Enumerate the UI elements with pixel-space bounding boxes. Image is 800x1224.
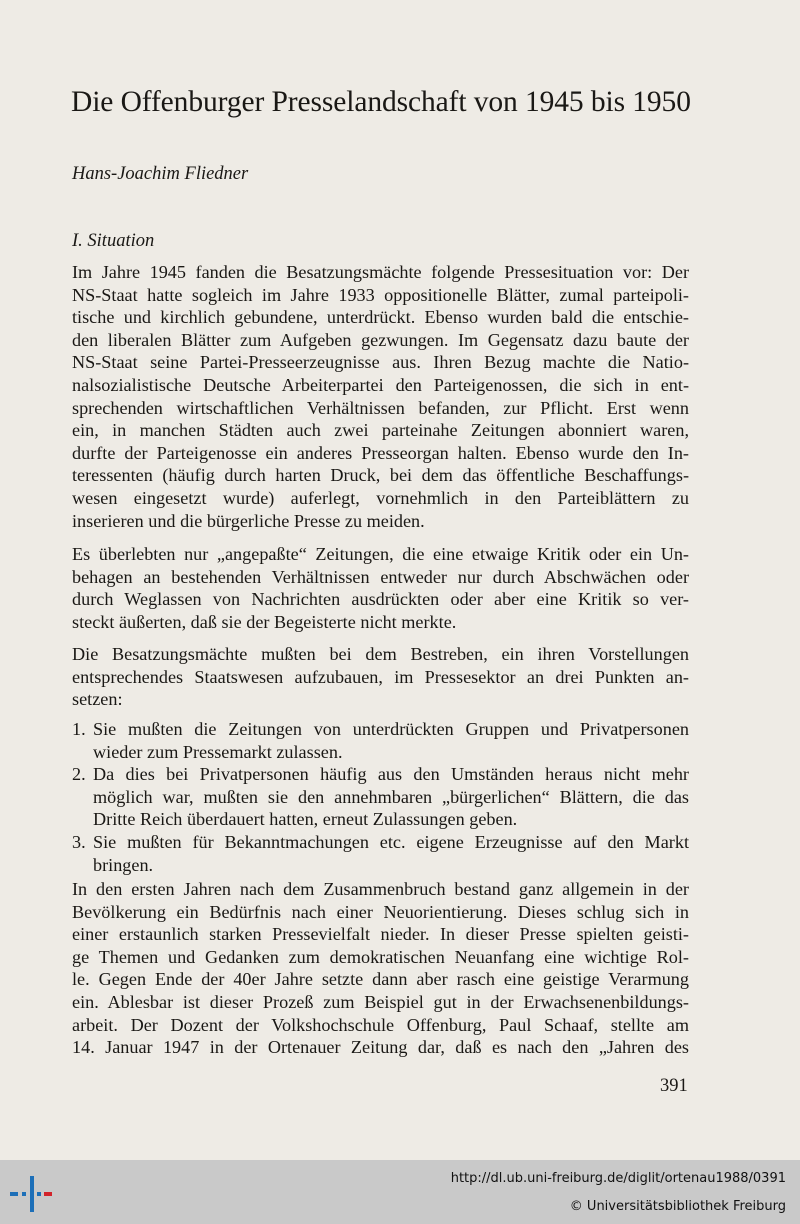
text-line: setzen:	[72, 689, 123, 710]
paragraph-1	[72, 261, 689, 532]
author-name: Hans-Joachim Fliedner	[72, 164, 249, 184]
text-line: Da dies bei Privatpersonen häufig aus den Umständen heraus nicht mehr	[93, 764, 689, 785]
text-line: möglich war, mußten sie den annehmbaren „bürgerlichen“ Blättern, die das	[93, 786, 689, 807]
text-line: le. Gegen Ende der 40er Jahre setzte dann aber rasch eine geistige Verarmung	[72, 969, 689, 990]
text-line: Bevölkerung ein Bedürfnis nach einer Neuorientierung. Dieses schlug sich in	[72, 901, 689, 922]
page-number: 391	[660, 1076, 688, 1096]
text-line: tische und kirchlich gebundene, unterdrückt. Ebenso wurden bald die entschie-	[72, 307, 689, 328]
paragraph-4	[72, 878, 689, 1059]
list-number: 2.	[72, 764, 86, 785]
footer-bar	[0, 1160, 800, 1224]
text-line: wesen eingesetzt wurde) auferlegt, vornehmlich in den Parteiblättern zu	[72, 487, 689, 508]
list-item	[72, 831, 689, 876]
text-line: wieder zum Pressemarkt zulassen.	[93, 741, 343, 762]
text-line: einer erstaunlich starken Pressevielfalt nieder. In dieser Presse spielten geisti-	[72, 924, 689, 945]
text-line: In den ersten Jahren nach dem Zusammenbruch bestand ganz allgemein in der	[72, 879, 689, 899]
text-line: NS-Staat hatte sogleich im Jahre 1933 oppositionelle Blätter, zumal parteipoli-	[72, 284, 689, 305]
text-line: Es überlebten nur „angepaßte“ Zeitungen, die eine etwaige Kritik oder ein Un-	[72, 544, 689, 564]
numbered-list	[72, 718, 689, 876]
list-number: 1.	[72, 719, 86, 739]
paragraph-3	[72, 643, 689, 711]
text-line: Im Jahre 1945 fanden die Besatzungsmächte folgende Pressesituation vor: Der	[72, 262, 689, 282]
text-line: Die Besatzungsmächte mußten bei dem Bestreben, ein ihren Vorstellungen	[72, 644, 689, 664]
text-line: 14. Januar 1947 in der Ortenauer Zeitung dar, daß es nach den „Jahren des	[72, 1037, 689, 1058]
text-line: sprechenden wirtschaftlichen Verhältnissen befanden, zur Pflicht. Erst wenn	[72, 397, 689, 418]
list-item	[72, 718, 689, 763]
source-url-link[interactable]: http://dl.ub.uni-freiburg.de/diglit/ortenau1988/0391	[450, 1171, 786, 1186]
text-line: arbeit. Der Dozent der Volkshochschule Offenburg, Paul Schaaf, stellte am	[72, 1014, 689, 1035]
text-line: durch Weglassen von Nachrichten ausdrückten oder aber eine Kritik so ver-	[72, 589, 689, 610]
text-line: bringen.	[93, 854, 154, 875]
paragraph-2	[72, 543, 689, 633]
text-line: NS-Staat seine Partei-Presseerzeugnisse aus. Ihren Bezug machte die Natio-	[72, 352, 689, 373]
text-line: ein. Ablesbar ist dieser Prozeß zum Beispiel gut in der Erwachsenenbildungs-	[72, 991, 689, 1012]
section-heading: I. Situation	[72, 231, 155, 251]
page-title: Die Offenburger Presselandschaft von 1945 bis 1950	[71, 86, 691, 118]
text-line: inserieren und die bürgerliche Presse zu meiden.	[72, 510, 425, 531]
text-line: entsprechendes Staatswesen aufzubauen, im Pressesektor an drei Punkten an-	[72, 666, 689, 687]
text-line: nalsozialistische Deutsche Arbeiterpartei den Parteigenossen, die sich in ent-	[72, 374, 689, 395]
text-line: ein, in manchen Städten auch zwei parteinahe Zeitungen abonniert waren,	[72, 420, 689, 441]
text-line: Dritte Reich überdauert hatten, erneut Zulassungen geben.	[93, 809, 518, 830]
text-line: Sie mußten für Bekanntmachungen etc. eigene Erzeugnisse auf den Markt	[93, 831, 689, 852]
list-item	[72, 763, 689, 831]
text-line: teressenten (häufig durch harten Druck, bei dem das öffentliche Beschaffungs-	[72, 465, 689, 486]
text-line: behagen an bestehenden Verhältnissen entweder nur durch Abschwächen oder	[72, 566, 689, 587]
ub-freiburg-logo-icon[interactable]	[10, 1172, 54, 1216]
text-line: ge Themen und Gedanken zum demokratischen Neuanfang eine wichtige Rol-	[72, 946, 689, 967]
text-line: durfte der Parteigenosse ein anderes Presseorgan halten. Ebenso wurde den In-	[72, 442, 689, 463]
text-line: steckt äußerten, daß sie der Begeisterte nicht merkte.	[72, 611, 457, 632]
text-line: den liberalen Blätter zum Aufgeben gezwungen. Im Gegensatz dazu baute der	[72, 329, 689, 350]
copyright-notice: © Universitätsbibliothek Freiburg	[569, 1199, 786, 1214]
list-number: 3.	[72, 831, 86, 852]
text-line: Sie mußten die Zeitungen von unterdrückten Gruppen und Privatpersonen	[93, 719, 689, 739]
